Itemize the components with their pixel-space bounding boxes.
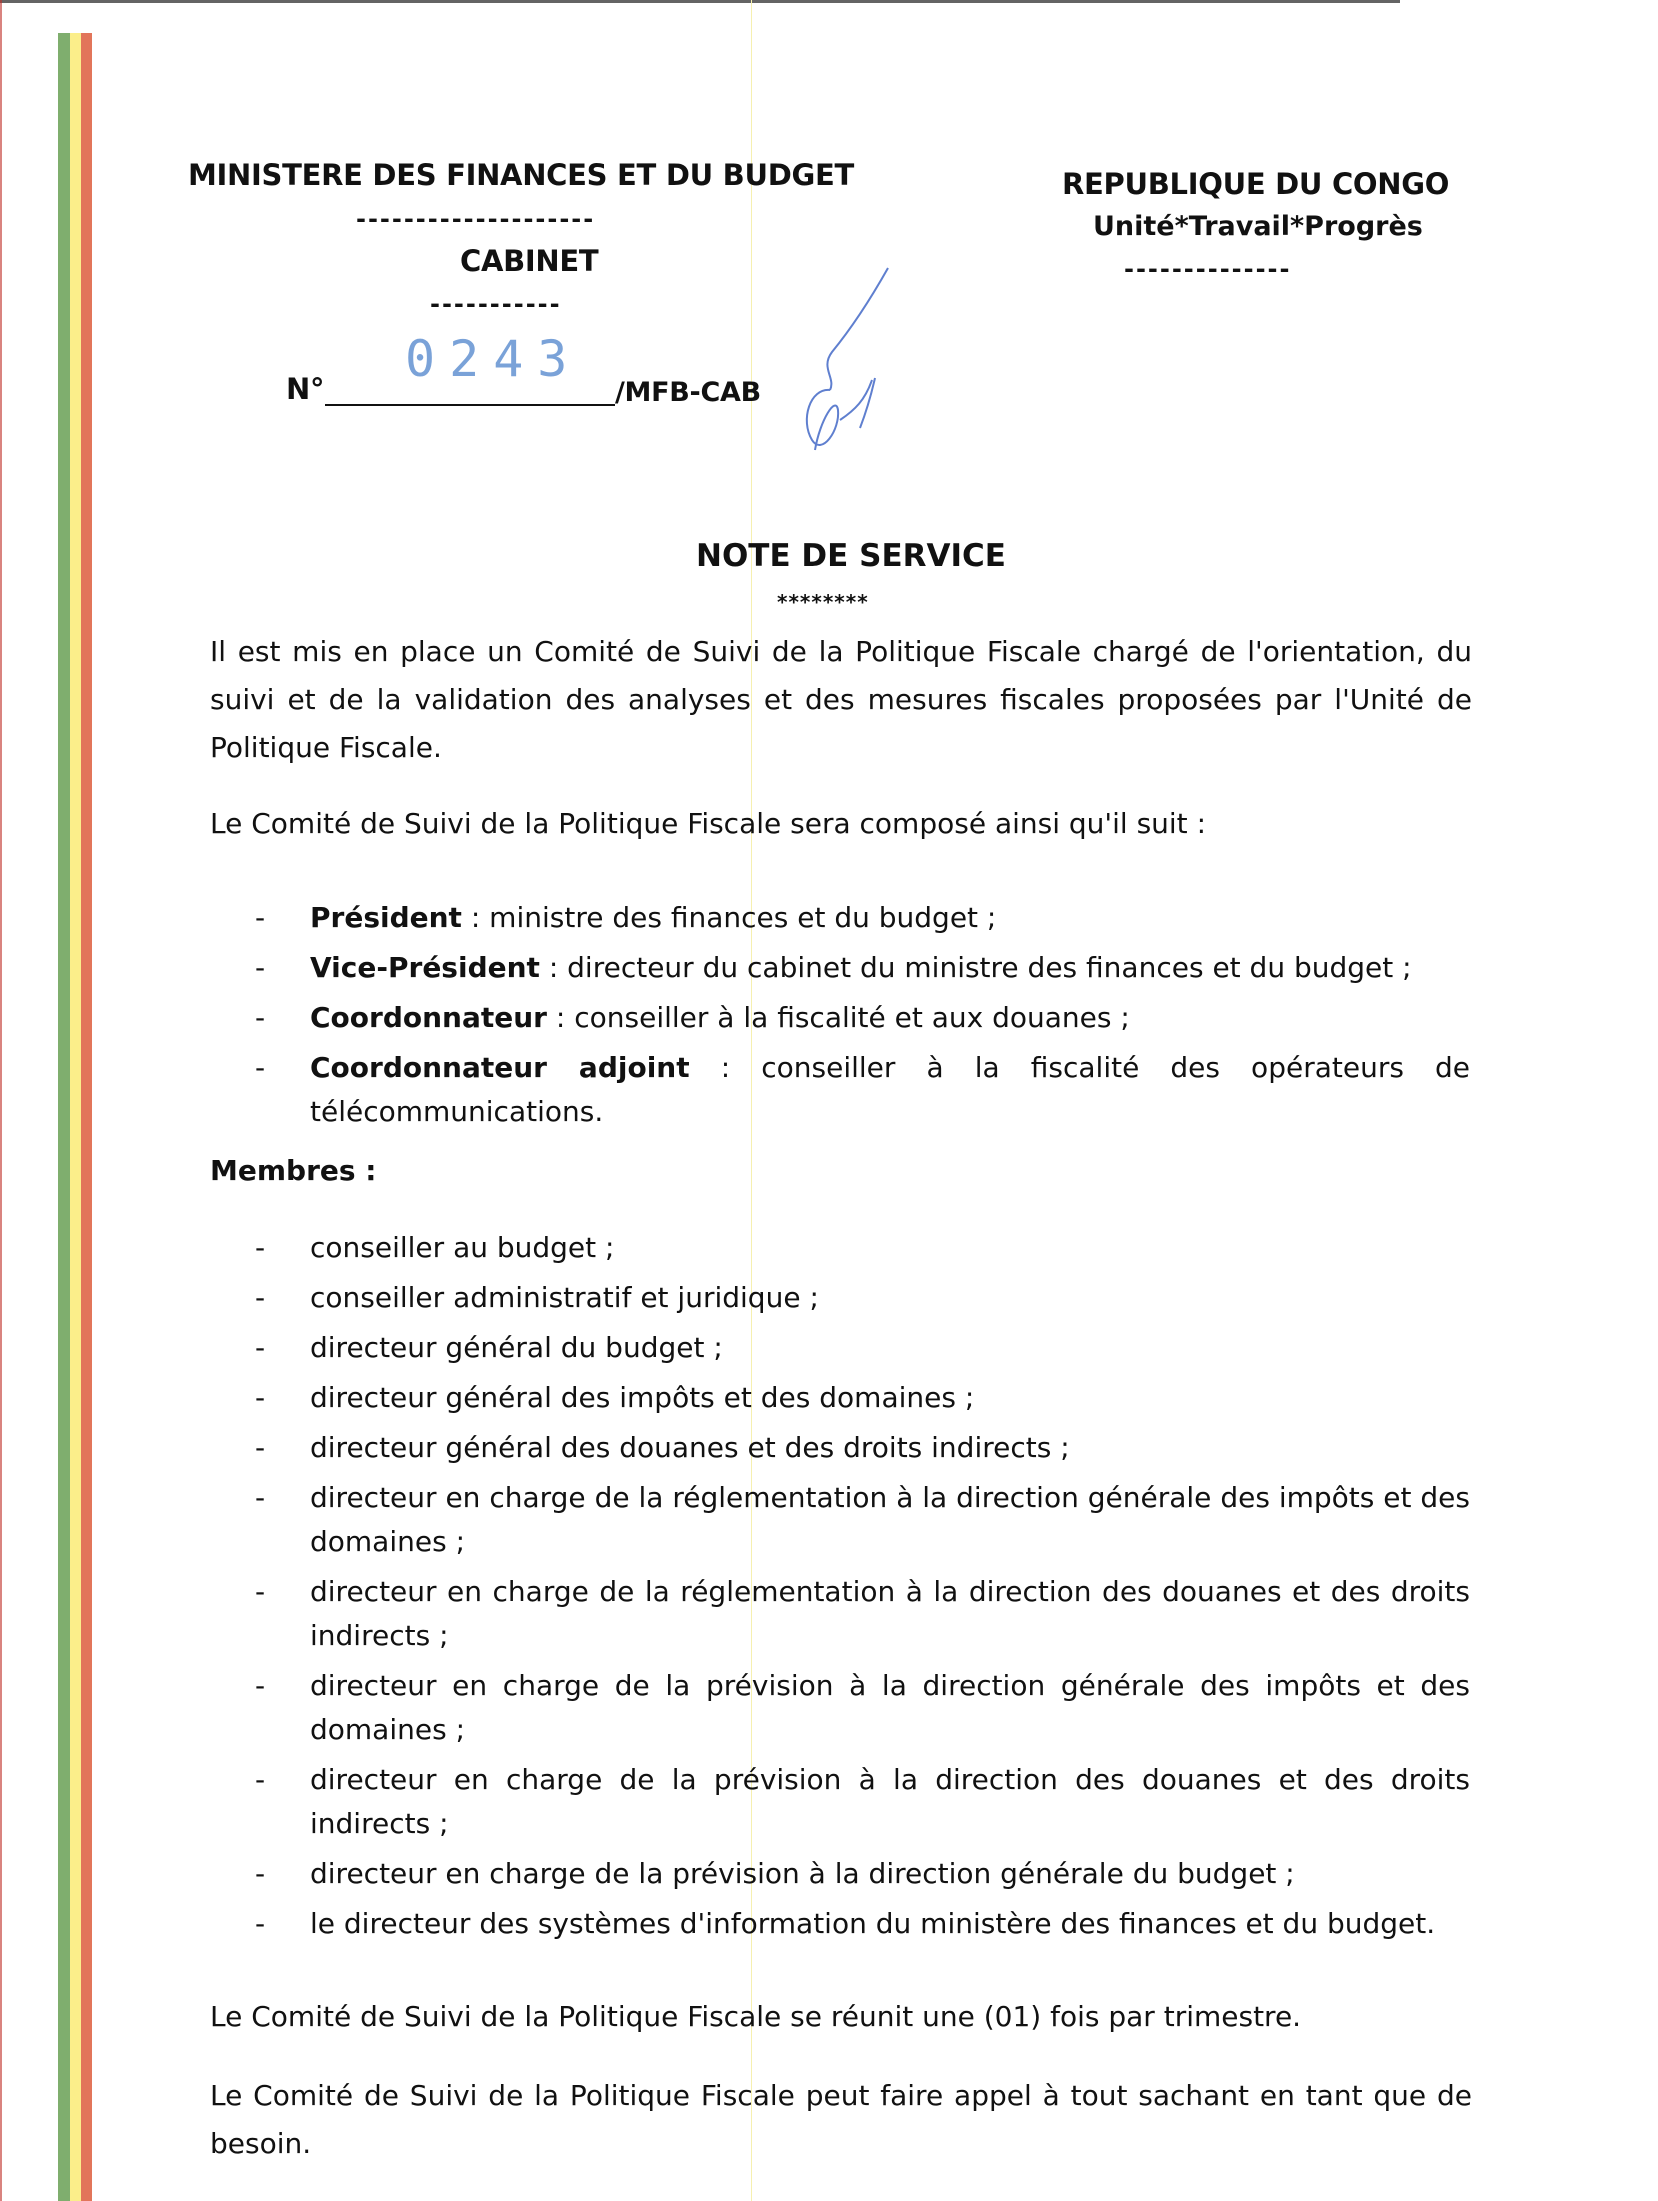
role-separator: :: [689, 1051, 762, 1084]
list-item: [255, 1852, 1470, 1896]
flag-stripe-green: [58, 33, 70, 2201]
role-holder: ministre des finances et du budget ;: [489, 901, 997, 934]
ministry-name: MINISTERE DES FINANCES ET DU BUDGET: [188, 158, 854, 192]
national-motto: Unité*Travail*Progrès: [1093, 211, 1423, 242]
role-holder: conseiller à la fiscalité des opérateurs de télécommunications.: [310, 1051, 1470, 1128]
country-separator: --------------: [1124, 255, 1292, 283]
reference-suffix: /MFB-CAB: [615, 377, 761, 408]
member-text: le directeur des systèmes d'information du ministère des finances et du budget.: [310, 1907, 1436, 1940]
scan-top-edge: [0, 0, 1400, 3]
handwritten-initials-signature: [780, 260, 890, 460]
bullet: -: [255, 951, 266, 984]
experts-clause-paragraph: Le Comité de Suivi de la Politique Fiscale peut faire appel à tout sachant en tant que de besoin.: [210, 2079, 1472, 2160]
bullet: -: [255, 1001, 266, 1034]
document-title: NOTE DE SERVICE: [696, 538, 1006, 574]
list-item: [255, 1570, 1470, 1658]
member-text: directeur en charge de la réglementation à la direction des douanes et des droits indirects ;: [310, 1575, 1470, 1652]
members-list: [255, 1226, 1470, 1952]
list-item: [255, 1758, 1470, 1846]
bullet: -: [255, 1763, 266, 1796]
member-text: directeur général du budget ;: [310, 1331, 723, 1364]
list-item: [255, 1226, 1470, 1270]
role-separator: :: [547, 1001, 575, 1034]
department-name: CABINET: [460, 244, 599, 278]
country-name: REPUBLIQUE DU CONGO: [1062, 167, 1450, 201]
bullet: -: [255, 1431, 266, 1464]
reference-number-line: [325, 404, 615, 406]
bullet: -: [255, 901, 266, 934]
member-text: conseiller au budget ;: [310, 1231, 615, 1264]
members-heading: Membres :: [210, 1154, 377, 1187]
list-item: [255, 1046, 1470, 1134]
member-text: conseiller administratif et juridique ;: [310, 1281, 819, 1314]
list-item: [255, 896, 1470, 940]
bullet: -: [255, 1907, 266, 1940]
reference-number-stamp: 0243: [405, 330, 582, 388]
scan-left-edge: [0, 0, 2, 2201]
meeting-frequency-paragraph: Le Comité de Suivi de la Politique Fiscale se réunit une (01) fois par trimestre.: [210, 2000, 1302, 2033]
bullet: -: [255, 1281, 266, 1314]
member-text: directeur en charge de la prévision à la direction générale du budget ;: [310, 1857, 1295, 1890]
role-holder: conseiller à la fiscalité et aux douanes ;: [574, 1001, 1130, 1034]
member-text: directeur en charge de la réglementation à la direction générale des impôts et des domaines ;: [310, 1481, 1470, 1558]
role-title: Coordonnateur: [310, 1001, 547, 1034]
composition-intro: Le Comité de Suivi de la Politique Fiscale sera composé ainsi qu'il suit :: [210, 807, 1206, 840]
bullet: -: [255, 1575, 266, 1608]
bullet: -: [255, 1857, 266, 1890]
department-separator: -----------: [430, 290, 562, 318]
title-ornament: ********: [777, 590, 869, 614]
role-holder: directeur du cabinet du ministre des finances et du budget ;: [567, 951, 1412, 984]
list-item: [255, 946, 1470, 990]
list-item: [255, 1326, 1470, 1370]
list-item: [255, 1426, 1470, 1470]
role-separator: :: [539, 951, 568, 984]
member-text: directeur général des impôts et des domaines ;: [310, 1381, 975, 1414]
member-text: directeur en charge de la prévision à la direction générale des impôts et des domaines ;: [310, 1669, 1470, 1746]
role-title: Président: [310, 901, 462, 934]
role-title: Coordonnateur adjoint: [310, 1051, 690, 1084]
bullet: -: [255, 1669, 266, 1702]
list-item: [255, 996, 1470, 1040]
list-item: [255, 1476, 1470, 1564]
reference-prefix: N°: [286, 372, 325, 406]
role-separator: :: [461, 901, 490, 934]
role-title: Vice-Président: [310, 951, 540, 984]
member-text: directeur en charge de la prévision à la direction des douanes et des droits indirects ;: [310, 1763, 1470, 1840]
list-item: [255, 1664, 1470, 1752]
bullet: -: [255, 1481, 266, 1514]
list-item: [255, 1276, 1470, 1320]
list-item: [255, 1376, 1470, 1420]
intro-paragraph: Il est mis en place un Comité de Suivi de la Politique Fiscale chargé de l'orientation, du suivi et de la validation des analyses et des mesures fiscales proposées par l'Unité de Politique Fiscale.: [210, 635, 1472, 764]
flag-stripe-red: [81, 33, 92, 2201]
roles-list: [255, 896, 1470, 1140]
bullet: -: [255, 1331, 266, 1364]
bullet: -: [255, 1051, 266, 1084]
ministry-separator: --------------------: [356, 205, 596, 233]
bullet: -: [255, 1381, 266, 1414]
list-item: [255, 1902, 1470, 1946]
bullet: -: [255, 1231, 266, 1264]
member-text: directeur général des douanes et des droits indirects ;: [310, 1431, 1070, 1464]
